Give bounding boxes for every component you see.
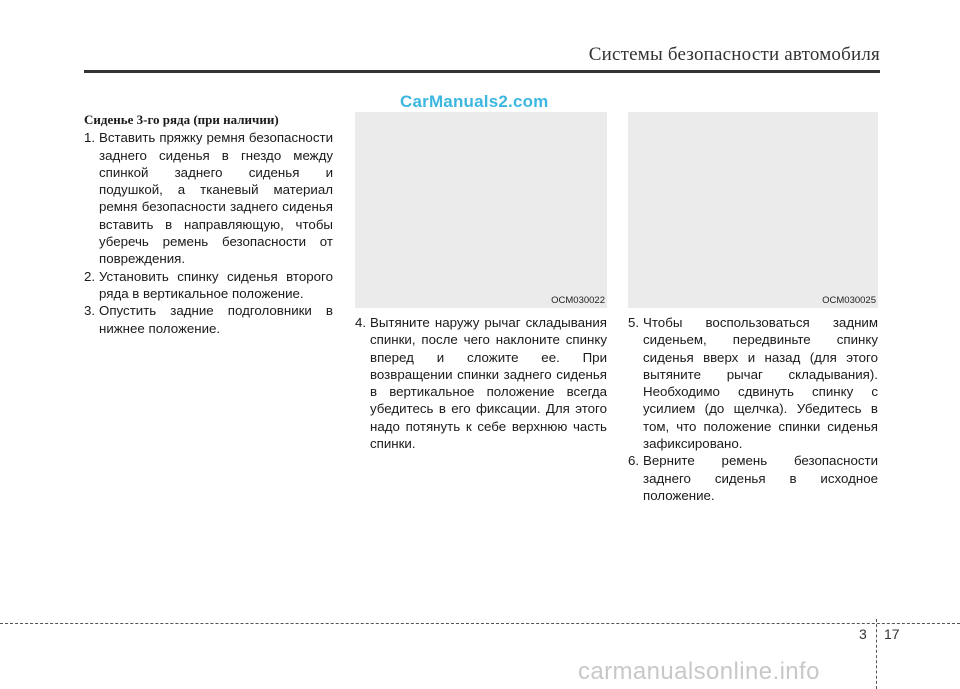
step-item: [84, 268, 333, 303]
header-rule: [84, 70, 880, 73]
step-number: 3.: [84, 303, 96, 319]
figure-image-2: [628, 112, 878, 308]
step-text: Верните ремень безопасности заднего сиденья в исходное положение.: [643, 453, 878, 503]
step-item: [355, 314, 607, 452]
step-text: Установить спинку сиденья второго ряда в вертикальное положение.: [99, 268, 333, 301]
page-number: 17: [884, 626, 900, 642]
step-text: Вытяните наружу рычаг складывания спинки, после чего наклоните спинку вперед и сложите ее. При возвращении спинки заднего сиденья в вертикальное положение всегда убедитесь в его фиксации. Для этого надо потянуть к себе верхнюю часть спинки.: [370, 315, 607, 452]
step-item: [628, 452, 878, 504]
step-text: Чтобы воспользоваться задним сиденьем, передвиньте спинку сиденья вверх и назад (для этого вытяните рычаг складывания). Необходимо сдвинуть спинку с усилием (до щелчка). Убедитесь в том, что положение спинки сиденья зафиксировано.: [643, 315, 878, 452]
step-number: 5.: [628, 315, 640, 330]
steps-list-2: [355, 314, 607, 452]
column-2: [355, 314, 607, 452]
column-3: [628, 314, 878, 504]
chapter-number: 3: [859, 626, 867, 642]
watermark-logo-top[interactable]: CarManuals2.com: [400, 92, 549, 111]
footer-rule: [0, 623, 960, 624]
step-number: 1.: [84, 130, 96, 146]
column-1: [84, 111, 333, 337]
section-heading: Сиденье 3-го ряда (при наличии): [84, 112, 279, 127]
figure-image-1: [355, 112, 607, 308]
step-number: 4.: [355, 315, 367, 330]
footer-divider: [876, 619, 877, 689]
figure-code: OCM030022: [551, 295, 605, 306]
step-item: [84, 302, 333, 337]
steps-list-1: [84, 129, 333, 337]
step-number: 6.: [628, 453, 640, 469]
step-item: [628, 314, 878, 452]
figure-code: OCM030025: [822, 295, 876, 306]
step-number: 2.: [84, 268, 96, 284]
watermark-footer[interactable]: carmanualsonline.info: [578, 658, 820, 685]
steps-list-3: [628, 314, 878, 504]
step-text: Опустить задние подголовники в нижнее положение.: [99, 303, 333, 336]
step-text: Вставить пряжку ремня безопасности заднего сиденья в гнездо между спинкой заднего сиденья и подушкой, а тканевый материал ремня безопасности заднего сиденья вставить в направляющую, чтобы уберечь ремень безопасности от повреждения.: [99, 130, 333, 267]
page-header-title: Системы безопасности автомобиля: [588, 44, 880, 65]
step-item: [84, 129, 333, 267]
